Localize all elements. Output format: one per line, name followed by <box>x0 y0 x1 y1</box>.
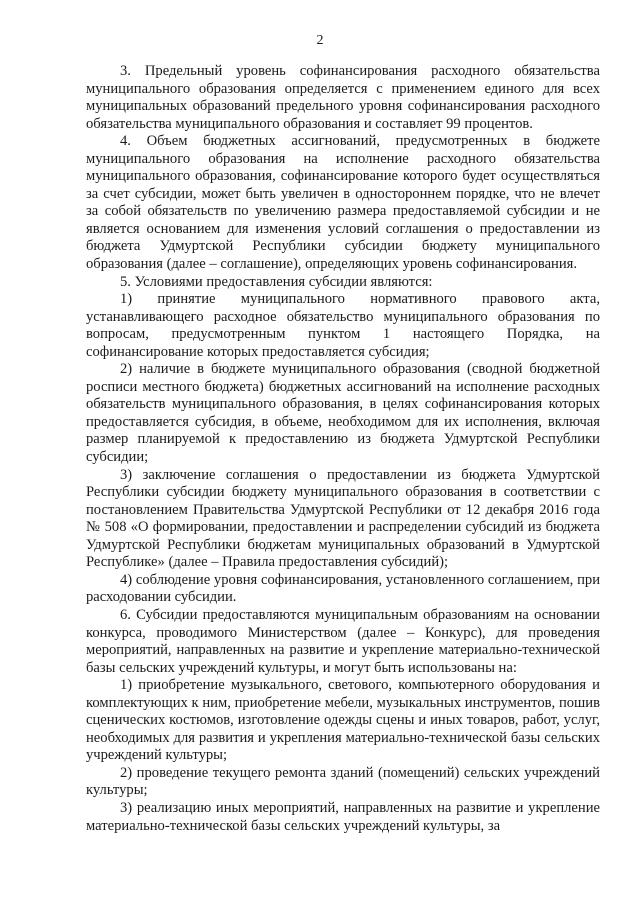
document-body <box>86 63 600 835</box>
paragraph-4-budget-allocations: 4. Объем бюджетных ассигнований, предусмотренных в бюджете муниципального образования на исполнение расходного обязательства муниципального образования, софинансирование которого будет осуществляться за счет субсидии, может быть увеличен в одностороннем порядке, что не влечет за собой обязательств по увеличению размера предоставляемой субсидии и не является основанием для изменения условий соглашения о предоставлении из бюджета Удмуртской Республики субсидии бюджету муниципального образования (далее – соглашение), определяющих уровень софинансирования. <box>86 133 600 273</box>
paragraph-5-item-3: 3) заключение соглашения о предоставлении из бюджета Удмуртской Республики субсидии бюджету муниципального образования в соответствии с постановлением Правительства Удмуртской Республики от 12 декабря 2016 года № 508 «О формировании, предоставлении и распределении субсидий из бюджета Удмуртской Республики бюджетам муниципальных образований в Удмуртской Республике» (далее – Правила предоставления субсидий); <box>86 466 600 571</box>
paragraph-5-item-1: 1) принятие муниципального нормативного правового акта, устанавливающего расходное обязательство муниципального образования по вопросам, предусмотренным пунктом 1 настоящего Порядка, на софинансирование которых предоставляется субсидия; <box>86 291 600 360</box>
paragraph-6-item-1: 1) приобретение музыкального, светового, компьютерного оборудования и комплектующих к ним, приобретение мебели, музыкальных инструментов, пошив сценических костюмов, изготовление одежды сцены и иных товаров, работ, услуг, необходимых для развития и укрепления материально-технической базы сельских учреждений культуры; <box>86 677 600 764</box>
paragraph-5-item-2: 2) наличие в бюджете муниципального образования (сводной бюджетной росписи местного бюджета) бюджетных ассигнований на исполнение расходных обязательств муниципального образования, в целях софинансирования которых предоставляется субсидия, в объеме, необходимом для их исполнения, включая размер планируемой к предоставлению из бюджета Удмуртской Республики субсидии; <box>86 361 600 466</box>
paragraph-6-subsidies: 6. Субсидии предоставляются муниципальным образованиям на основании конкурса, проводимого Министерством (далее – Конкурс), для проведения мероприятий, направленных на развитие и укрепление материально-технической базы сельских учреждений культуры, и могут быть использованы на: <box>86 606 600 676</box>
paragraph-3-cofinancing-limit: 3. Предельный уровень софинансирования расходного обязательства муниципального образования определяется с применением единого для всех муниципальных образований предельного уровня софинансирования расходного обязательства муниципального образования и составляет 99 процентов. <box>86 63 600 132</box>
page-number: 2 <box>316 33 324 48</box>
paragraph-5-item-4: 4) соблюдение уровня софинансирования, установленного соглашением, при расходовании субсидии. <box>86 571 600 606</box>
paragraph-5-conditions-heading: 5. Условиями предоставления субсидии являются: <box>120 273 433 290</box>
paragraph-6-item-2: 2) проведение текущего ремонта зданий (помещений) сельских учреждений культуры; <box>86 764 600 799</box>
paragraph-6-item-3: 3) реализацию иных мероприятий, направленных на развитие и укрепление материально-технической базы сельских учреждений культуры, за <box>86 799 600 834</box>
